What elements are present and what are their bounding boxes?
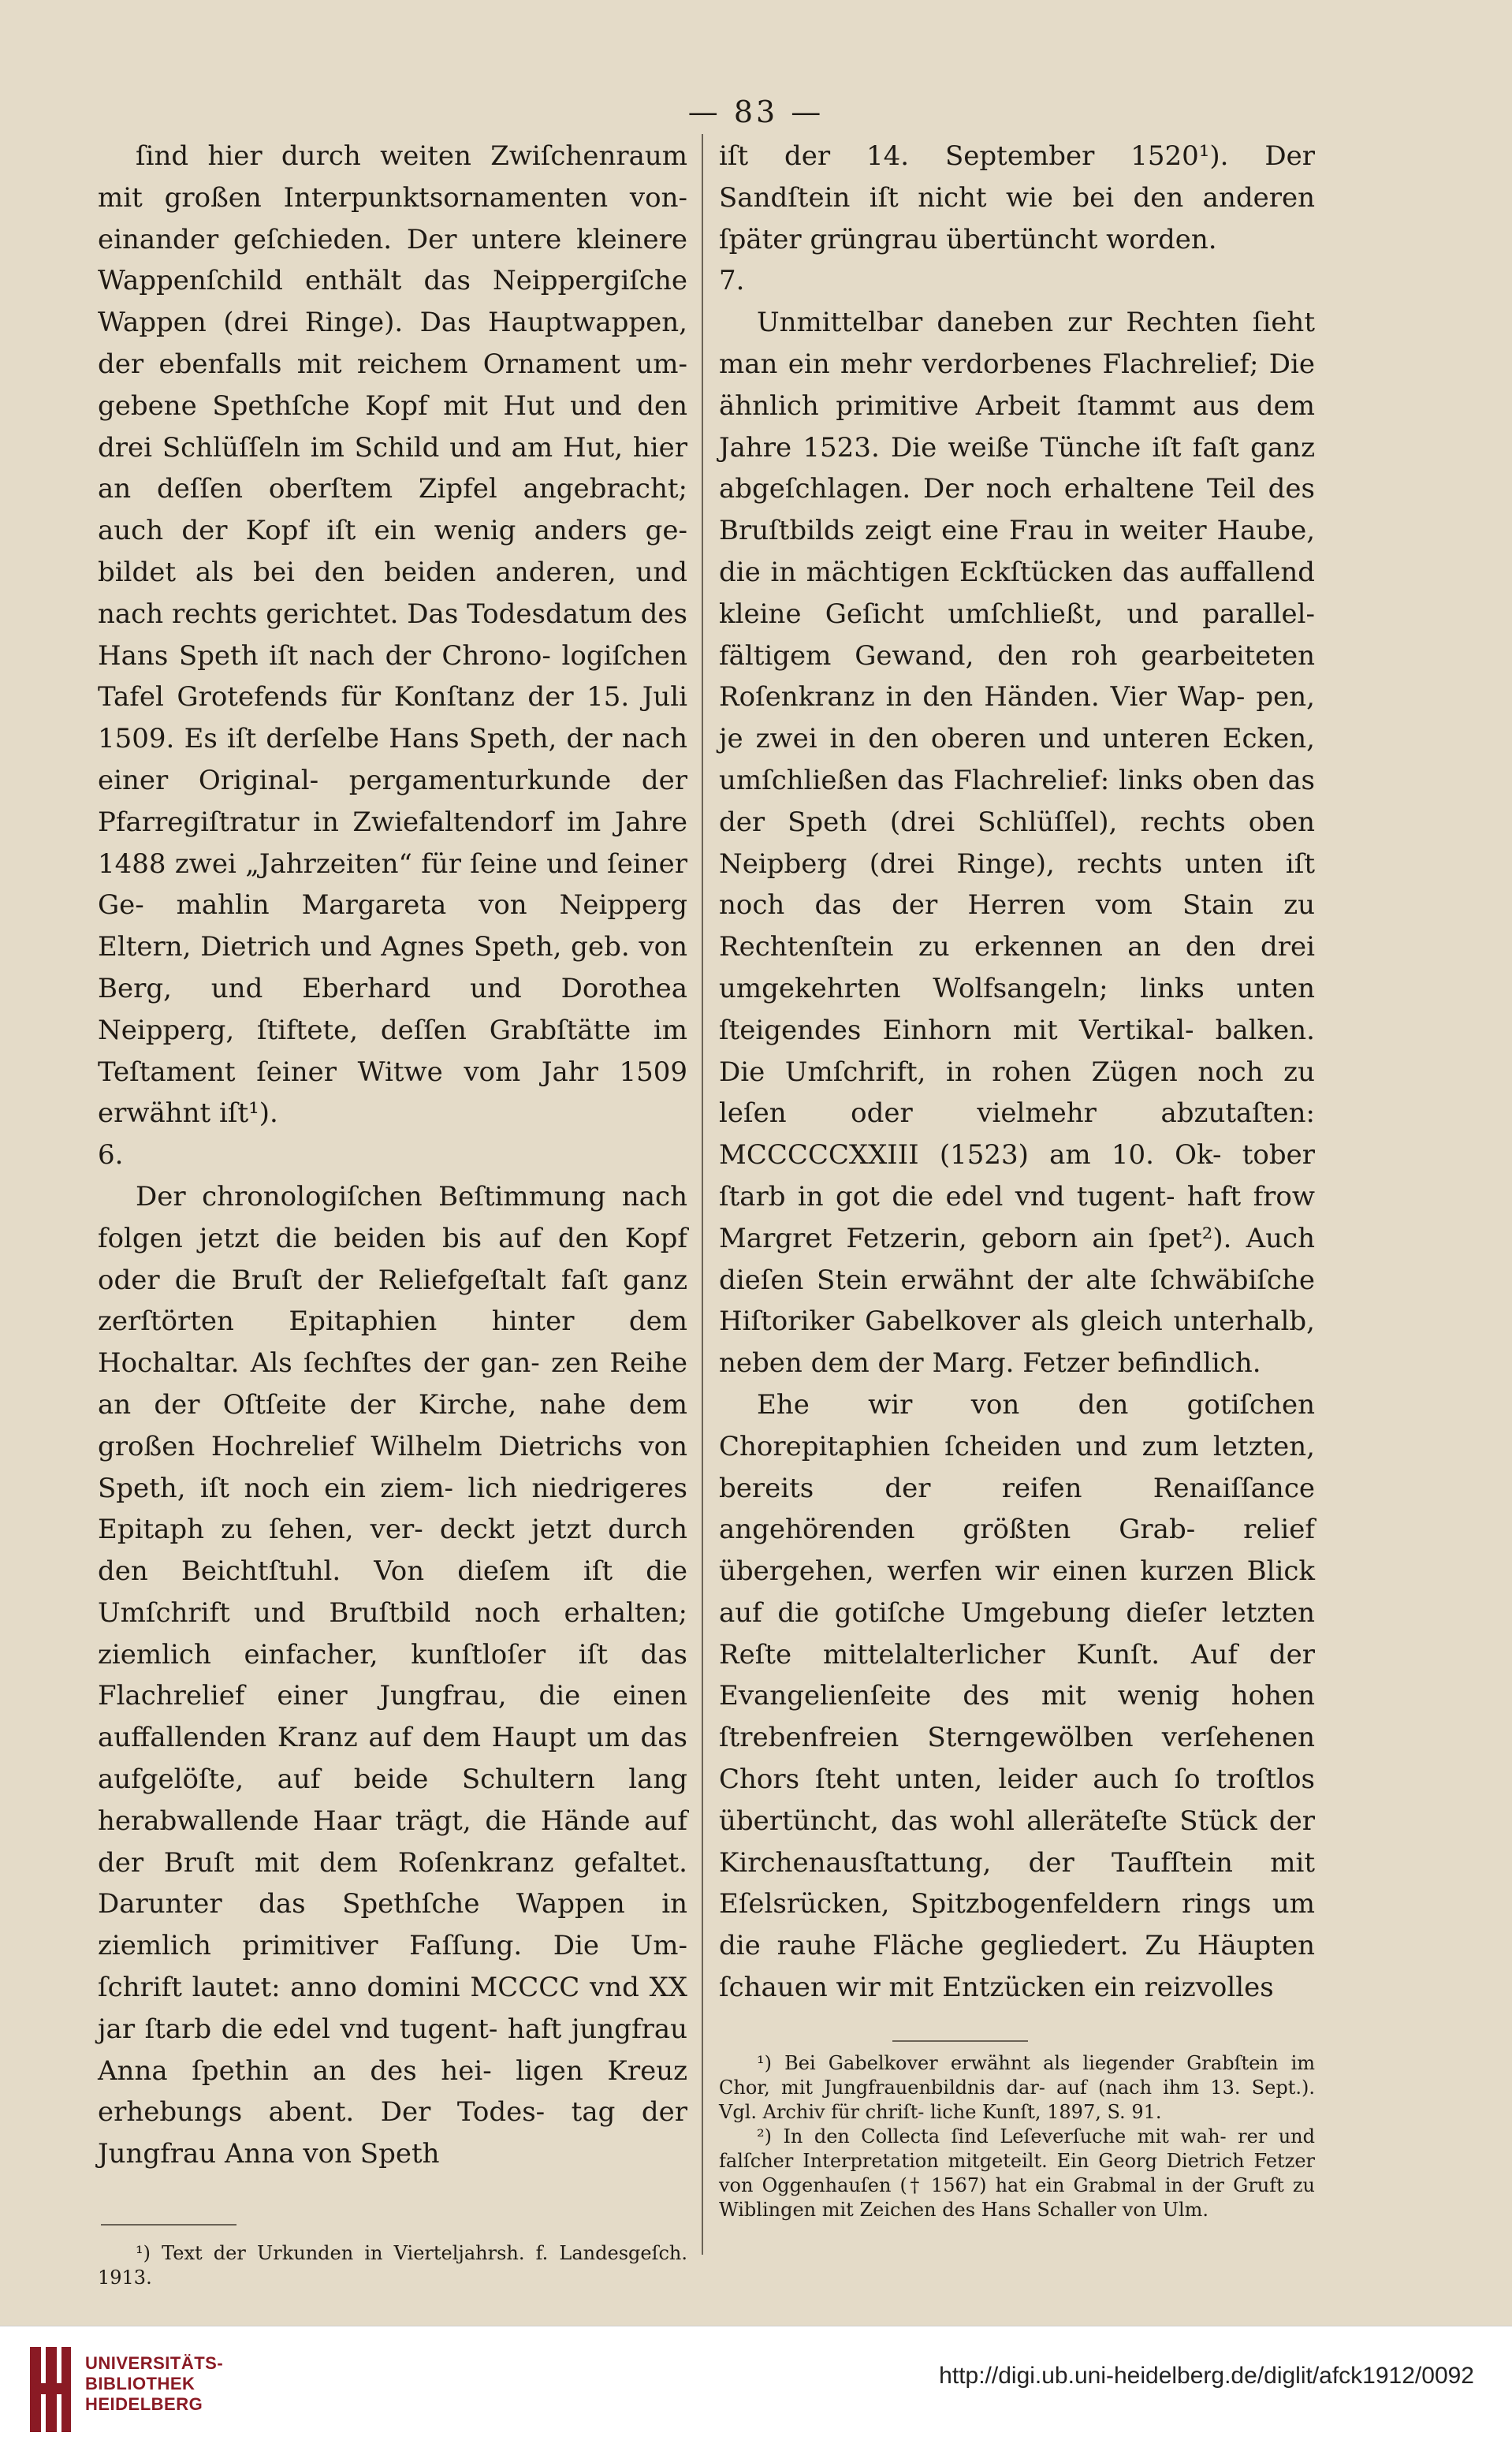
footer-bar [0, 2326, 1512, 2451]
page-number: — 83 — [687, 95, 825, 129]
column-divider [702, 134, 703, 2255]
footnote: ²) In den Collecta ſind Leſeverſuche mit wah- rer und falſcher Interpretation mitgeteilt. Ein Georg Dietrich Fetzer von Oggenhauſen († 1567) hat ein Grabmal in der Gruft zu Wiblingen mit Zeichen des Hans Schaller von Ulm. [719, 2125, 1315, 2221]
right-column [719, 136, 1315, 2222]
footnote-rule [892, 2040, 1028, 2042]
footnote: ¹) Text der Urkunden in Vierteljahrsh. f. Landesgeſch. 1913. [98, 2242, 687, 2289]
section-number: 6. [98, 1139, 124, 1171]
section-number: 7. [719, 265, 745, 297]
library-logo-icon[interactable] [27, 2342, 74, 2437]
paragraph: iſt der 14. September 1520¹). Der Sandſtein iſt nicht wie bei den anderen ſpäter grüngrau übertüncht worden. [719, 140, 1315, 255]
paragraph: ſind hier durch weiten Zwiſchenraum mit großen Interpunktsornamenten von- einander geſchieden. Der untere kleinere Wappenſchild enthält das Neippergiſche Wappen (drei Ringe). Das Hauptwappen, der ebenfalls mit reichem Ornament um- gebene Spethſche Kopf mit Hut und den drei Schlüſſeln im Schild und am Hut, hier an deſſen oberſtem Zipfel angebracht; auch der Kopf iſt ein wenig anders ge- bildet als bei den beiden anderen, und nach rechts gerichtet. Das Todesdatum des Hans Speth iſt nach der Chrono- logiſchen Tafel Grotefends für Konſtanz der 15. Juli 1509. Es iſt derſelbe Hans Speth, der nach einer Original- pergamenturkunde der Pfarregiſtratur in Zwiefaltendorf im Jahre 1488 zwei „Jahrzeiten“ für ſeine und ſeiner Ge- mahlin Margareta von Neipperg Eltern, Dietrich und Agnes Speth, geb. von Berg, und Eberhard und Dorothea Neipperg, ſtiftete, deſſen Grabſtätte im Teſtament ſeiner Witwe vom Jahr 1509 erwähnt iſt¹). [98, 140, 687, 1130]
paragraph: Der chronologiſchen Beſtimmung nach folgen jetzt die beiden bis auf den Kopf oder die Bruſt der Reliefgeſtalt faſt ganz zerſtörten Epitaphien hinter dem Hochaltar. Als ſechſtes der gan- zen Reihe an der Oſtſeite der Kirche, nahe dem großen Hochrelief Wilhelm Dietrichs von Speth, iſt noch ein ziem- lich niedrigeres Epitaph zu ſehen, ver- deckt jetzt durch den Beichtſtuhl. Von dieſem iſt die Umſchrift und Bruſtbild noch erhalten; ziemlich einfacher, kunſtloſer iſt das Flachrelief einer Jungfrau, die einen auffallenden Kranz auf dem Haupt um das aufgelöſte, auf beide Schultern lang herabwallende Haar trägt, die Hände auf der Bruſt mit dem Roſenkranz gefaltet. Darunter das Spethſche Wappen in ziemlich primitiver Faſſung. Die Um- ſchrift lautet: anno domini MCCCC vnd XX jar ſtarb die edel vnd tugent- haft jungfrau Anna ſpethin an des hei- ligen Kreuz erhebungs abent. Der Todes- tag der Jungfrau Anna von Speth [98, 1180, 687, 2170]
left-column [98, 136, 687, 2290]
paragraph: Ehe wir von den gotiſchen Chorepitaphien ſcheiden und zum letzten, bereits der reifen Renaiſſance angehörenden größten Grab- relief übergehen, werfen wir einen kurzen Blick auf die gotiſche Umgebung dieſer letzten Reſte mittelalterlicher Kunſt. Auf der Evangelienſeite des mit wenig hohen ſtrebenfreien Sterngewölben verſehenen Chors ſteht unten, leider auch ſo troſtlos übertüncht, das wohl alleräteſte Stück der Kirchenausſtattung, der Taufſtein mit Eſelsrücken, Spitzbogenfeldern rings um die rauhe Fläche gegliedert. Zu Häupten ſchauen wir mit Entzücken ein reizvolles [719, 1388, 1315, 2004]
source-url[interactable]: http://digi.ub.uni-heidelberg.de/diglit/afck1912/0092 [939, 2363, 1474, 2389]
footnote-rule [101, 2224, 236, 2226]
library-logo-text: UNIVERSITÄTS- BIBLIOTHEK HEIDELBERG [85, 2353, 224, 2414]
paragraph: Unmittelbar daneben zur Rechten ſieht man ein mehr verdorbenes Flachrelief; Die ähnlich primitive Arbeit ſtammt aus dem Jahre 1523. Die weiße Tünche iſt faſt ganz abgeſchlagen. Der noch erhaltene Teil des Bruſtbilds zeigt eine Frau in weiter Haube, die in mächtigen Eckſtücken das auffallend kleine Geſicht umſchließt, und parallel- fältigem Gewand, den roh gearbeiteten Roſenkranz in den Händen. Vier Wap- pen, je zwei in den oberen und unteren Ecken, umſchließen das Flachrelief: links oben das der Speth (drei Schlüſſel), rechts oben Neipberg (drei Ringe), rechts unten iſt noch das der Herren vom Stain zu Rechtenſtein zu erkennen an den drei umgekehrten Wolfsangeln; links unten ſteigendes Einhorn mit Vertikal- balken. Die Umſchrift, in rohen Zügen noch zu leſen oder vielmehr abzutaſten: MCCCCCXXIII (1523) am 10. Ok- tober ſtarb in got die edel vnd tugent- haft frow Margret Fetzerin, geborn ain ſpet²). Auch dieſen Stein erwähnt der alte ſchwäbiſche Hiſtoriker Gabelkover als gleich unterhalb, neben dem der Marg. Fetzer befindlich. [719, 307, 1315, 1380]
footnote: ¹) Bei Gabelkover erwähnt als liegender Grabſtein im Chor, mit Jungfrauenbildnis dar- auf (nach ihm 13. Sept.). Vgl. Archiv für chriſt- liche Kunſt, 1897, S. 91. [719, 2051, 1315, 2123]
